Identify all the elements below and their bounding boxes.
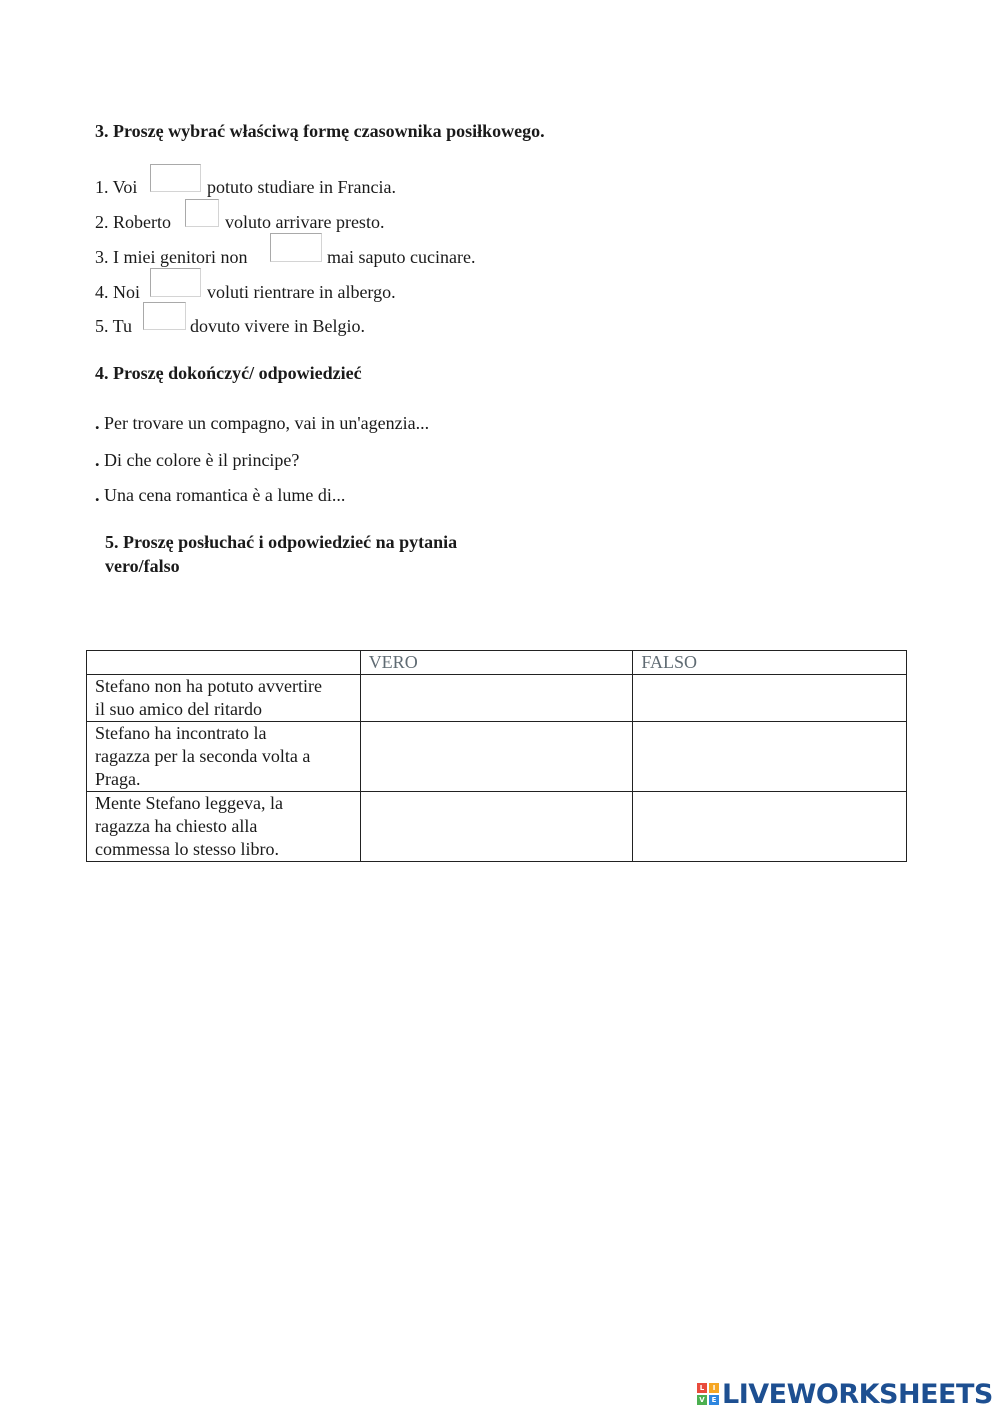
vero-cell-1[interactable] bbox=[360, 675, 633, 722]
fill-item-2-before: 2. Roberto bbox=[95, 212, 171, 232]
bullet-dot: . bbox=[95, 450, 100, 470]
statement-line: Stefano non ha potuto avvertire bbox=[95, 676, 322, 696]
fill-item-4-before: 4. Noi bbox=[95, 282, 140, 302]
falso-cell-3[interactable] bbox=[633, 792, 907, 862]
fill-item-1 bbox=[95, 175, 137, 199]
statement-cell-1 bbox=[87, 675, 361, 722]
falso-cell-1[interactable] bbox=[633, 675, 907, 722]
fill-item-4 bbox=[95, 280, 140, 304]
question-item-3 bbox=[95, 483, 345, 507]
vero-cell-3[interactable] bbox=[360, 792, 633, 862]
table-header-empty bbox=[87, 651, 361, 675]
answer-blank-3[interactable] bbox=[270, 233, 322, 262]
table-header-falso: FALSO bbox=[633, 651, 907, 675]
question-item-1 bbox=[95, 411, 429, 435]
fill-item-5-before: 5. Tu bbox=[95, 316, 133, 336]
fill-item-3 bbox=[95, 245, 247, 269]
table-row bbox=[87, 792, 907, 862]
vero-cell-2[interactable] bbox=[360, 722, 633, 792]
section-5-heading bbox=[105, 530, 457, 578]
section-5-heading-line-1: 5. Proszę posłuchać i odpowiedzieć na pytania bbox=[105, 532, 458, 552]
fill-item-5-after: dovuto vivere in Belgio. bbox=[190, 316, 365, 336]
statement-cell-2 bbox=[87, 722, 361, 792]
logo-mark-letter: V bbox=[697, 1395, 707, 1405]
bullet-dot: . bbox=[95, 485, 100, 505]
fill-item-1-after: potuto studiare in Francia. bbox=[207, 177, 396, 197]
fill-item-4-after: voluti rientrare in albergo. bbox=[207, 282, 396, 302]
fill-item-3-after: mai saputo cucinare. bbox=[327, 247, 476, 267]
answer-blank-2[interactable] bbox=[185, 199, 219, 227]
statement-line: ragazza ha chiesto alla bbox=[95, 816, 258, 836]
table-row bbox=[87, 722, 907, 792]
liveworksheets-logo[interactable] bbox=[697, 1378, 993, 1410]
fill-item-2 bbox=[95, 210, 171, 234]
bullet-dot: . bbox=[95, 413, 100, 433]
fill-item-5 bbox=[95, 314, 132, 338]
vero-falso-table bbox=[86, 650, 907, 862]
falso-cell-2[interactable] bbox=[633, 722, 907, 792]
table-row bbox=[87, 675, 907, 722]
answer-blank-4[interactable] bbox=[150, 268, 201, 297]
fill-item-3-before: 3. I miei genitori non bbox=[95, 247, 248, 267]
section-5-heading-line-2: vero/falso bbox=[105, 556, 180, 576]
section-3-heading: 3. Proszę wybrać właściwą formę czasownika posiłkowego. bbox=[95, 121, 545, 141]
statement-line: il suo amico del ritardo bbox=[95, 699, 262, 719]
statement-cell-3 bbox=[87, 792, 361, 862]
logo-mark-letter: L bbox=[697, 1383, 707, 1393]
table-header-vero: VERO bbox=[360, 651, 633, 675]
section-4-heading: 4. Proszę dokończyć/ odpowiedzieć bbox=[95, 363, 362, 383]
question-text-3: Una cena romantica è a lume di... bbox=[104, 485, 346, 505]
logo-mark-letter: I bbox=[709, 1383, 719, 1393]
question-text-1: Per trovare un compagno, vai in un'agenzia... bbox=[104, 413, 430, 433]
answer-blank-5[interactable] bbox=[143, 302, 186, 330]
statement-line: ragazza per la seconda volta a bbox=[95, 746, 311, 766]
statement-line: Stefano ha incontrato la bbox=[95, 723, 267, 743]
statement-line: Praga. bbox=[95, 769, 141, 789]
fill-item-2-after: voluto arrivare presto. bbox=[225, 212, 385, 232]
answer-blank-1[interactable] bbox=[150, 164, 201, 192]
logo-text: LIVEWORKSHEETS bbox=[722, 1378, 993, 1410]
logo-mark-icon bbox=[697, 1383, 719, 1405]
logo-mark-letter: E bbox=[709, 1395, 719, 1405]
statement-line: commessa lo stesso libro. bbox=[95, 839, 279, 859]
question-item-2 bbox=[95, 448, 299, 472]
statement-line: Mente Stefano leggeva, la bbox=[95, 793, 283, 813]
question-text-2: Di che colore è il principe? bbox=[104, 450, 300, 470]
fill-item-1-before: 1. Voi bbox=[95, 177, 138, 197]
table-header-row bbox=[87, 651, 907, 675]
